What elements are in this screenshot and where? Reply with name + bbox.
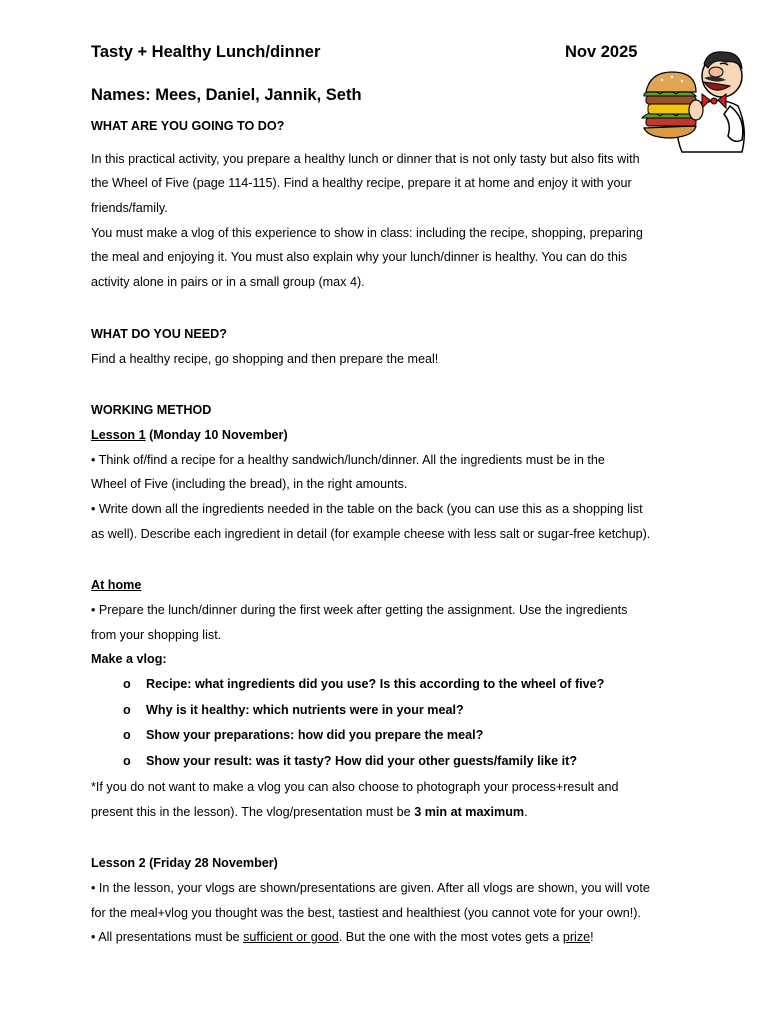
paragraph-line: for the meal+vlog you thought was the best, tastiest and healthiest (you cannot vote for your own!). bbox=[91, 905, 641, 920]
section-heading-what-to-do: WHAT ARE YOU GOING TO DO? bbox=[91, 119, 285, 133]
lesson-2-heading: Lesson 2 (Friday 28 November) bbox=[91, 856, 278, 871]
at-home-heading: At home bbox=[91, 578, 142, 593]
bullet-icon: o bbox=[123, 677, 131, 692]
paragraph-line: as well). Describe each ingredient in detail (for example cheese with less salt or sugar-free ketchup). bbox=[91, 526, 651, 541]
paragraph-line: • In the lesson, your vlogs are shown/presentations are given. After all vlogs are shown, you will vote bbox=[91, 880, 650, 895]
bullet-icon: o bbox=[123, 702, 131, 717]
note-line: *If you do not want to make a vlog you can also choose to photograph your process+result and bbox=[91, 779, 619, 794]
bullet-icon: o bbox=[123, 728, 131, 743]
make-a-vlog-heading: Make a vlog: bbox=[91, 652, 167, 667]
list-item: o Show your result: was it tasty? How did your other guests/family like it? bbox=[91, 749, 691, 775]
sufficient-or-good: sufficient or good bbox=[243, 930, 339, 945]
prize-text: prize bbox=[562, 930, 591, 945]
paragraph-line: • Think of/find a recipe for a healthy sandwich/lunch/dinner. All the ingredients must be in the bbox=[91, 452, 605, 467]
lesson-1-label: Lesson 1 bbox=[91, 427, 146, 442]
document-body bbox=[91, 114, 691, 950]
paragraph-line: activity alone in pairs or in a small group (max 4). bbox=[91, 275, 365, 290]
paragraph-line: In this practical activity, you prepare a healthy lunch or dinner that is not only tasty but also fits with bbox=[91, 151, 640, 166]
duration-limit: 3 min at maximum bbox=[414, 804, 525, 819]
document-title: Tasty + Healthy Lunch/dinner bbox=[91, 43, 321, 61]
final-line: • All presentations must be sufficient or good. But the one with the most votes gets a prize! bbox=[91, 930, 594, 945]
list-item: o Show your preparations: how did you prepare the meal? bbox=[91, 723, 691, 749]
paragraph-line: from your shopping list. bbox=[91, 627, 222, 642]
paragraph-line: • Write down all the ingredients needed in the table on the back (you can use this as a shopping list bbox=[91, 501, 643, 516]
lesson-1-date: (Monday 10 November) bbox=[145, 427, 288, 442]
paragraph-line: Find a healthy recipe, go shopping and then prepare the meal! bbox=[91, 351, 439, 366]
paragraph-line: You must make a vlog of this experience to show in class: including the recipe, shopping, preparing bbox=[91, 225, 643, 240]
lesson-1-heading bbox=[91, 423, 691, 448]
bullet-icon: o bbox=[123, 754, 131, 769]
section-heading-working-method: WORKING METHOD bbox=[91, 403, 212, 418]
list-item: o Recipe: what ingredients did you use? Is this according to the wheel of five? bbox=[91, 672, 691, 698]
paragraph-line: • Prepare the lunch/dinner during the first week after getting the assignment. Use the ingredients bbox=[91, 603, 628, 617]
paragraph-line: the Wheel of Five (page 114-115). Find a healthy recipe, prepare it at home and enjoy it with your bbox=[91, 176, 632, 191]
document-date: Nov 2025 bbox=[565, 43, 638, 61]
paragraph-line: the meal and enjoying it. You must also explain why your lunch/dinner is healthy. You can do this bbox=[91, 250, 628, 265]
paragraph-line: Wheel of Five (including the bread), in the right amounts. bbox=[91, 477, 408, 492]
paragraph-line: friends/family. bbox=[91, 201, 168, 216]
names-line: Names: Mees, Daniel, Jannik, Seth bbox=[91, 86, 362, 104]
note-line: present this in the lesson). The vlog/presentation must be 3 min at maximum. bbox=[91, 804, 528, 819]
list-item: o Why is it healthy: which nutrients were in your meal? bbox=[91, 698, 691, 724]
section-heading-what-you-need: WHAT DO YOU NEED? bbox=[91, 326, 227, 341]
